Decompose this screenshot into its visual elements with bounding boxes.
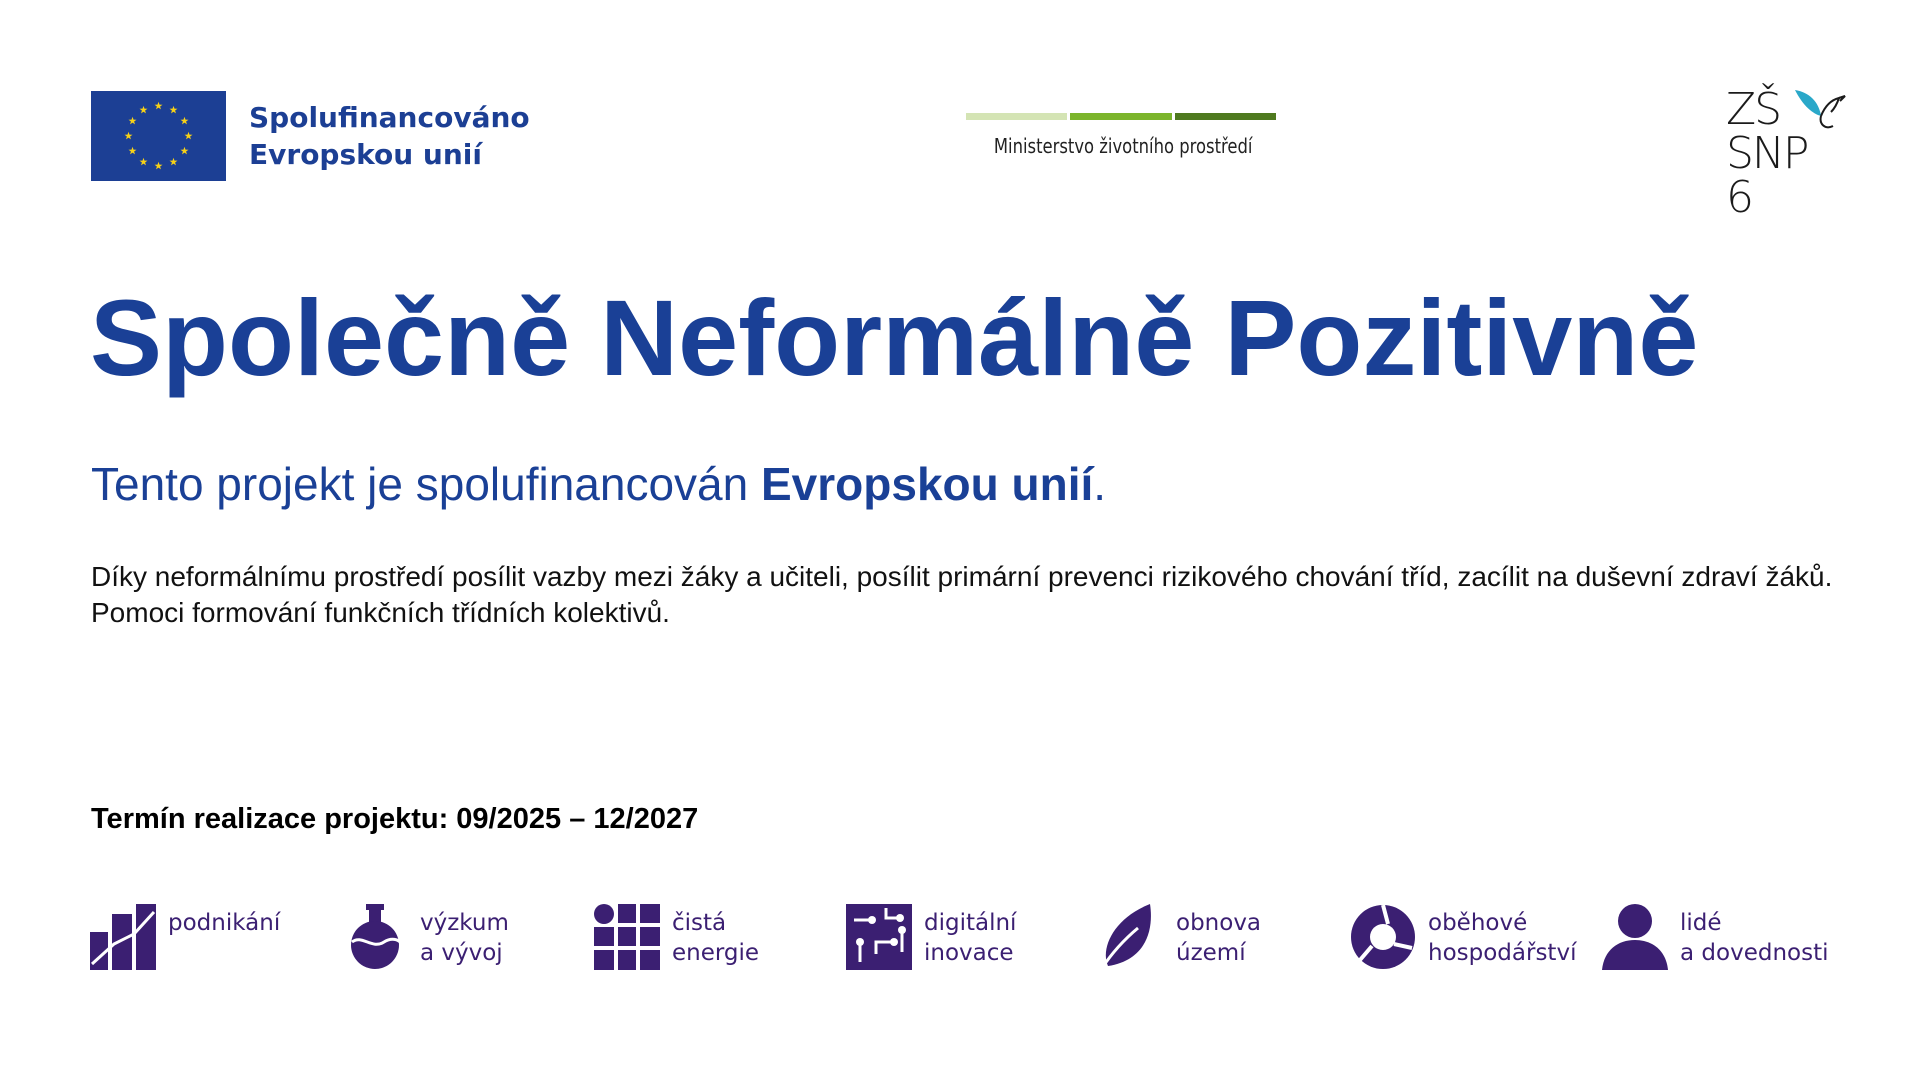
ministry-logo — [966, 113, 1276, 158]
school-logo-line2: SNP 6 — [1726, 128, 1808, 223]
topic-label-line2: hospodářství — [1428, 940, 1577, 966]
eu-cofinanced-text — [249, 99, 530, 173]
topic-label-line1: digitální — [924, 910, 1017, 936]
topic-label-line1: výzkum — [420, 910, 509, 936]
topic-icons-row — [90, 904, 1850, 970]
topic-label-line2: a dovednosti — [1680, 940, 1829, 966]
page-title: Společně Neformálně Pozitivně — [90, 277, 1699, 398]
eu-flag-icon — [91, 91, 226, 181]
person-icon — [1602, 904, 1668, 970]
eu-logo-line1: Spolufinancováno — [249, 101, 530, 134]
topic-digitalni-inovace — [846, 904, 1016, 970]
ministry-bar-light — [966, 113, 1067, 120]
cofinancing-statement — [91, 456, 1106, 512]
topic-label-line2: energie — [672, 940, 760, 966]
ministry-color-bars — [966, 113, 1276, 120]
topic-label-line1: lidé — [1680, 910, 1722, 936]
topic-cista-energie — [594, 904, 759, 970]
project-description: Díky neformálnímu prostředí posílit vazby mezi žáky a učiteli, posílit primární prevenci rizikového chování tříd, zacílit na duševní zdraví žáků. Pomoci formování funkčních třídních kolektivů. — [91, 561, 1833, 628]
topic-label-line2: inovace — [924, 940, 1014, 966]
topic-label-line1: podnikání — [168, 910, 281, 936]
leaf-icon — [1098, 904, 1164, 970]
topic-label — [1428, 908, 1576, 968]
circuit-icon — [846, 904, 912, 970]
topic-label — [420, 908, 509, 968]
cofinancing-statement-prefix: Tento projekt je spolufinancován — [91, 458, 761, 510]
ministry-name: Ministerstvo životního prostředí — [993, 134, 1253, 158]
business-chart-icon — [90, 904, 156, 970]
topic-label — [1680, 908, 1828, 968]
topic-label — [672, 908, 759, 968]
flask-icon — [342, 904, 408, 970]
topic-vyzkum — [342, 904, 509, 970]
cofinancing-statement-eu: Evropskou unií — [761, 458, 1094, 510]
topic-label — [924, 908, 1016, 968]
circular-arrows-icon — [1350, 904, 1416, 970]
bird-icon — [1791, 86, 1847, 136]
project-term: Termín realizace projektu: 09/2025 – 12/2027 — [91, 803, 699, 835]
topic-label-line2: a vývoj — [420, 940, 503, 966]
solar-panel-icon — [594, 904, 660, 970]
eu-cofinanced-logo — [91, 91, 530, 181]
topic-label-line1: oběhové — [1428, 910, 1528, 936]
eu-logo-line2: Evropskou unií — [249, 138, 482, 171]
topic-label — [1176, 908, 1261, 968]
topic-label-line2: území — [1176, 940, 1246, 966]
school-logo — [1726, 84, 1844, 223]
topic-lide-a-dovednosti — [1602, 904, 1828, 970]
topic-obehove-hospodarstvi — [1350, 904, 1576, 970]
school-logo-line1: ZŠ — [1726, 84, 1781, 135]
topic-label-line1: obnova — [1176, 910, 1262, 936]
topic-obnova-uzemi — [1098, 904, 1261, 970]
ministry-bar-dark — [1175, 113, 1276, 120]
ministry-bar-mid — [1070, 113, 1171, 120]
cofinancing-statement-suffix: . — [1093, 458, 1107, 510]
topic-label — [168, 908, 280, 938]
topic-label-line1: čistá — [672, 910, 727, 936]
topic-podnikani — [90, 904, 280, 970]
